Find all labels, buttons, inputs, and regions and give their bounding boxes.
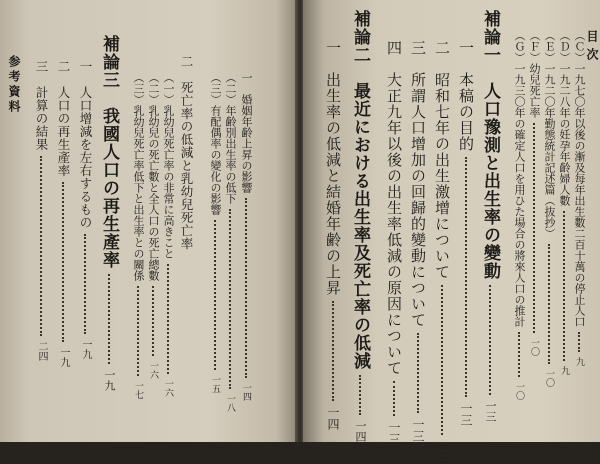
toc-page-number: 一八 bbox=[225, 394, 235, 413]
toc-entry[interactable] bbox=[33, 60, 49, 426]
toc-entry-text: （Ｃ）一九七〇年以後の漸及每年出生數二百十萬の停止人口 bbox=[573, 30, 586, 327]
toc-entry-text: 三 所謂人口增加の回歸的變動について bbox=[409, 40, 427, 328]
toc-leader bbox=[152, 286, 154, 356]
toc-leader bbox=[533, 123, 535, 333]
toc-leader bbox=[518, 332, 520, 377]
toc-page-number: 一三 bbox=[484, 400, 497, 423]
toc-leader bbox=[167, 264, 169, 374]
toc-entry-text: 一 人口增減を左右するもの bbox=[78, 60, 93, 229]
toc-leader bbox=[578, 332, 580, 352]
toc-leader bbox=[332, 301, 334, 401]
toc-entry-text: 三 計算の結果 bbox=[34, 60, 49, 151]
toc-leader bbox=[393, 381, 395, 416]
toc-entry[interactable] bbox=[238, 72, 254, 424]
toc-page-number: 一三 bbox=[459, 402, 473, 427]
toc-page-number: 一〇 bbox=[514, 382, 524, 401]
toc-entry-text: （二）乳幼兒の死亡數と全人口の死亡總數 bbox=[147, 72, 160, 281]
toc-page-number: 一四 bbox=[326, 406, 340, 431]
toc-entry[interactable] bbox=[458, 40, 474, 425]
toc-entry-text: 一 婚姻年齢上昇の影響 bbox=[240, 72, 253, 193]
toc-leader bbox=[62, 182, 64, 342]
toc-page-number: 一九 bbox=[58, 347, 69, 368]
toc-entry-text: （三）乳幼兒死亡率低下と出生率との關係 bbox=[132, 72, 145, 281]
toc-leader bbox=[214, 220, 216, 370]
toc-page-number: 九 bbox=[574, 357, 584, 367]
toc-page-number: 一七 bbox=[133, 381, 143, 400]
toc-leader bbox=[229, 209, 231, 389]
toc-page-number: 一九 bbox=[80, 339, 91, 360]
toc-entry-text: （Ｅ）一九二〇年勤態統計記述篇（抜抄） bbox=[543, 30, 556, 239]
toc-entry[interactable] bbox=[511, 30, 527, 425]
toc-entry-text: （二）年齢別出生率の低下 bbox=[224, 72, 237, 204]
toc-leader bbox=[40, 156, 42, 336]
toc-entry[interactable] bbox=[385, 40, 403, 446]
toc-leader bbox=[563, 211, 565, 361]
right-page bbox=[303, 0, 600, 464]
toc-leader bbox=[359, 375, 361, 415]
toc-entry[interactable] bbox=[222, 72, 238, 424]
toc-entry[interactable] bbox=[324, 40, 342, 431]
toc-leader bbox=[441, 285, 443, 435]
toc-page-number: 一六 bbox=[148, 361, 158, 380]
toc-entry[interactable] bbox=[178, 55, 194, 355]
toc-entry[interactable] bbox=[207, 72, 223, 424]
toc-page-number: 一〇 bbox=[544, 369, 554, 388]
toc-leader bbox=[465, 157, 467, 397]
toc-page-number: 一三 bbox=[411, 418, 425, 443]
toc-entry[interactable] bbox=[571, 30, 587, 425]
toc-entry-text: 四 大正九年以後の出生率低減の原因について bbox=[385, 40, 403, 376]
toc-entry-text: 一 出生率の低減と結婚年齢の上昇 bbox=[324, 40, 342, 296]
toc-leader bbox=[548, 244, 550, 364]
toc-entry[interactable] bbox=[145, 72, 161, 424]
toc-leader bbox=[84, 234, 86, 334]
toc-page-number: 一三 bbox=[387, 421, 401, 446]
left-page bbox=[0, 0, 297, 442]
toc-page-number: 一九 bbox=[103, 369, 116, 392]
toc-entry-text: （三）有配偶率の變化の影響 bbox=[209, 72, 222, 215]
toc-entry[interactable] bbox=[556, 30, 572, 425]
appendix-heading: 参考資料 bbox=[7, 55, 21, 115]
toc-leader bbox=[108, 274, 110, 364]
toc-page-number: 一五 bbox=[210, 375, 220, 394]
toc-entry[interactable] bbox=[409, 40, 427, 443]
toc-entry-text: 一 本稿の目的 bbox=[457, 40, 475, 152]
toc-heading-text: 補論三 我國人口の再生產率 bbox=[99, 35, 119, 269]
toc-entry-text: 二 人口の再生產率 bbox=[56, 60, 71, 177]
toc-leader bbox=[489, 285, 491, 395]
toc-entry-text: （Ｆ）幼兒死亡率 bbox=[528, 30, 541, 118]
toc-page-number: 一〇 bbox=[529, 338, 539, 357]
toc-leader bbox=[137, 286, 139, 376]
toc-heading[interactable] bbox=[481, 10, 498, 430]
toc-entry-text: （Ｄ）一九二八年の妊孕年齡婦人數 bbox=[558, 30, 571, 206]
toc-heading-text: 補論一 人口豫測と出生率の變動 bbox=[480, 10, 500, 280]
toc-page-number: 一四 bbox=[241, 383, 251, 402]
toc-page-number: 二四 bbox=[36, 341, 47, 362]
toc-entry-text: 二 死亡率の低減と乳幼兒死亡率 bbox=[179, 55, 194, 250]
toc-page-number: 九 bbox=[559, 366, 569, 376]
toc-heading-text: 補論二 最近における出生率及死亡率の低減 bbox=[350, 10, 370, 370]
toc-entry[interactable] bbox=[130, 72, 146, 424]
running-head: 目次 bbox=[585, 30, 599, 66]
toc-heading[interactable] bbox=[100, 35, 117, 426]
toc-page-number: 一六 bbox=[163, 379, 173, 398]
toc-heading[interactable] bbox=[350, 10, 370, 443]
toc-entry[interactable] bbox=[77, 60, 93, 426]
toc-entry[interactable] bbox=[55, 60, 71, 426]
toc-entry[interactable] bbox=[160, 72, 176, 424]
toc-page-number: 一三 bbox=[435, 440, 449, 464]
toc-leader bbox=[417, 333, 419, 413]
toc-page-number: 一四 bbox=[354, 420, 367, 443]
toc-entry-text: （一）乳幼兒死亡率の非常に高きこと bbox=[162, 72, 175, 259]
toc-entry-text: （Ｇ）一九三〇年の確定人口を用ひた場合の將來人口の推計 bbox=[513, 30, 526, 327]
toc-entry[interactable] bbox=[433, 40, 451, 464]
toc-leader bbox=[245, 198, 247, 378]
toc-entry-text: 二 昭和七年の出生激增について bbox=[433, 40, 451, 280]
